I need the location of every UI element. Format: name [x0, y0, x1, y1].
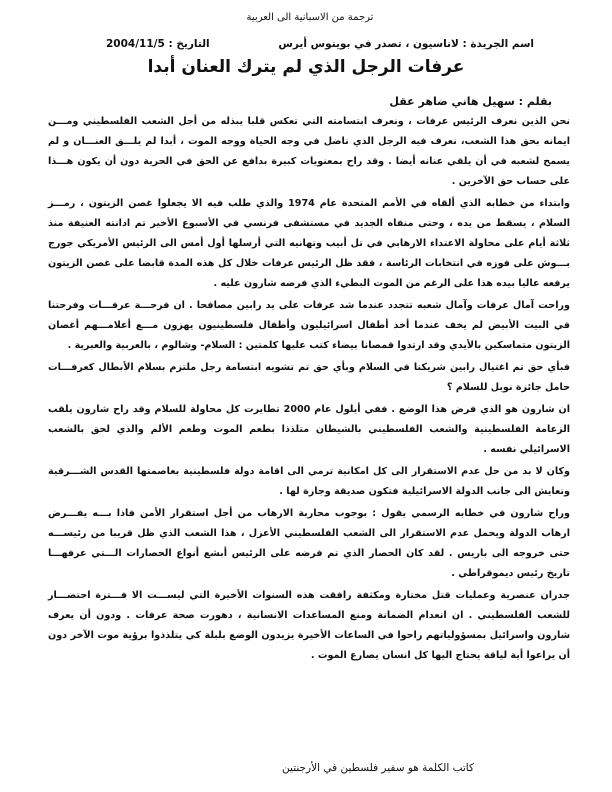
article-author: بقلم : سهيل هاني ضاهر عقل	[389, 95, 552, 108]
paragraph-1: نحن الذين نعرف الرئيس عرفات ، ونعرف ابتسامته التي تعكس قلبا يبذله من أجل الشعب الفلسطيني ومـــن ايمانه بحق هذا الشعب، نعرف فيه الرجل الذي ناضل في وجه الحياة ووجه الموت ، أبدا لم يلـــق العنـــان و لم يسمح لشعبه في أن يلقي عنانه أيضا . وقد راح بمعنويات كبيرة بدافع عن الحق في الحرية دون أن يكون هـــذا على حساب حق الآخرين .	[48, 116, 570, 187]
paragraph-6: وكان لا بد من حل عدم الاستقرار الى كل امكانية ترمي الى اقامة دولة فلسطينية بعاصمتها القدس الشـــرقية وتعايش الى جانب الدولة الاسرائيلية فتكون صديقة وجارة لها .	[48, 466, 570, 497]
paragraph-2: وابتداء من خطابه الذي ألقاه في الأمم المتحدة عام 1974 والذي طلب فيه الا يجعلوا غصن الزيتون ، رمـــز السلام ، يسقط من يده ، وحتى منفاه الجديد في مستشفى فرنسي في الأسبوع الأخير تم ادانته العنيفة منذ ثلاثة أيام على محاولة الاعتداء الارهابي في تل أبيب وتهانيه التي أرسلها أول أمس الى الرئيس الأمريكي جورج بـــوش على فوزه في انتخابات الرئاسة ، فقد ظل الرئيس عرفات خلال كل هذه المدة قابضا على غصن الزيتون يرفعه عاليا بيده هذا على الرغم من الموت البطيء الذي فرضه شارون عليه .	[48, 198, 570, 289]
article-title: عرفات الرجل الذي لم يترك العنان أبدا	[147, 57, 465, 77]
paragraph-8: جدران عنصرية وعمليات قتل مختارة ومكثفة رافقت هذه السنوات الأخيرة التي ليســـت الا فـــترة احتضـــار للشعب الفلسطيني . ان انعدام الضمانة ومنع المساعدات الانسانية ، دهورت صحة عرفات . ودون أن يعرف شارون واسرائيل بمسؤولياتهم راحوا في الساعات الأخيرة يزيدون الوضع بلبلة كي يتلذذوا برؤية موت الآخر دون أن يراعوا أية لياقة يحتاج اليها كل انسان يصارع الموت .	[48, 590, 570, 661]
newspaper-name: اسم الجريدة : لاناسيون ، تصدر في بوينوس أيرس	[278, 38, 534, 50]
article-body	[48, 112, 570, 666]
paragraph-7: وراح شارون في خطابه الرسمي يقول : بوجوب محاربة الارهاب من أجل استقرار الأمن فاذا بـــه يفـــرض ارهاب الدولة ويحمل عدم الاستقرار الى الشعب الفلسطيني الأعزل ، هذا الشعب الذي ظل قريبا من رئيســـه حتى خروجه الى باريس . لقد كان الحصار الذي تم فرضه على الرئيس أبشع أنواع الحصارات الـــتي عرفهـــا تاريخ رئيس ديموقراطي .	[48, 508, 570, 579]
paragraph-4: فبأي حق تم اغتيال رابين شريكنا في السلام وبأي حق تم تشويه ابتسامة رجل ملتزم بسلام الأبطال كعرفـــات حامل جائزة نوبل للسلام ؟	[48, 362, 570, 393]
footer-note: كاتب الكلمة هو سفير فلسطين في الأرجنتين	[282, 762, 474, 774]
article-date: التاريخ : 2004/11/5	[106, 38, 210, 50]
translation-note: ترجمة من الاسبانية الى العربية	[246, 12, 374, 23]
paragraph-5: ان شارون هو الذي فرض هذا الوضع . ففي أيلول عام 2000 تطايرت كل محاولة للسلام وقد راح شارون يلقب الزعامة الفلسطينية والشعب الفلسطيني بالشيطان متلذذا بطعم الموت وطعم الألم والذي لحق بالشعب الاسرائيلي نفسه .	[48, 404, 570, 455]
paragraph-3: وراحت آمال عرفات وآمال شعبه تتجدد عندما شد عرفات على يد رابين مصافحا . ان فرحـــة عرفـــات وفرحتنا في البيت الأبيض لم يخف عندما أخذ أطفال اسرائيليون وأطفال فلسطينيون يهزون مـــع أعلامـــهم أغصان الزيتون متماسكين بالأيدي وقد ارتدوا قمصانا بيضاء كتب عليها كلمتين : السلام- وشالوم ، بالعربية والعبرية .	[48, 300, 570, 351]
